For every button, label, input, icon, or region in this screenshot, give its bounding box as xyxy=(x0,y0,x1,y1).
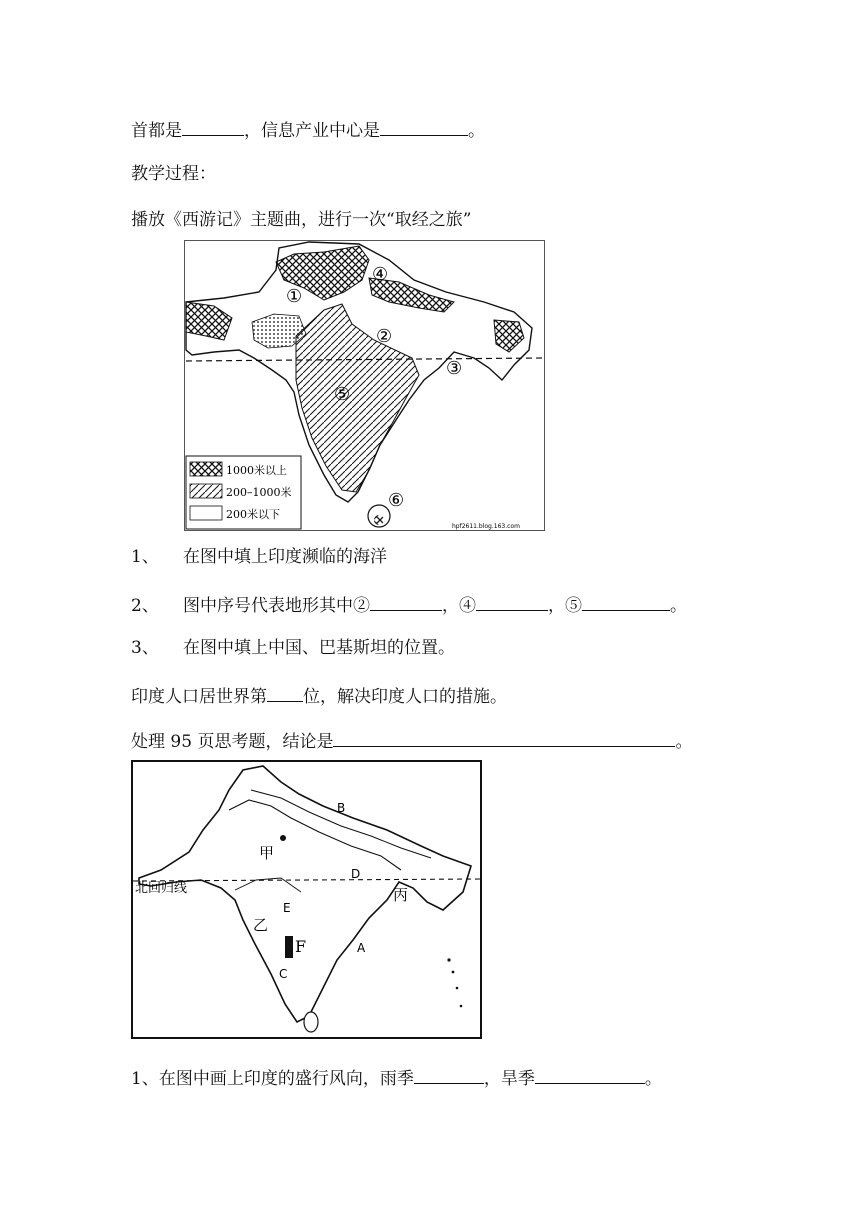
fill-line-capital xyxy=(131,117,485,142)
text: 。 xyxy=(675,732,693,752)
question-2 xyxy=(131,592,687,617)
label-c: C xyxy=(279,967,288,981)
blank-it-center[interactable] xyxy=(380,117,468,136)
marker-4: ④ xyxy=(372,264,389,285)
label-b: B xyxy=(337,801,346,815)
text: 。 xyxy=(670,596,687,616)
label-d: D xyxy=(351,867,361,881)
legend-label-mid: 200–1000米 xyxy=(226,486,292,499)
watermark: hpf2611.blog.163.com xyxy=(452,523,520,530)
blank-terrain-5[interactable] xyxy=(582,592,670,611)
text: ，旱季 xyxy=(483,1069,535,1089)
question-text: 图中序号代表地形其中② xyxy=(183,596,370,616)
label-bing: 丙 xyxy=(393,886,409,904)
question-number: 1、 xyxy=(131,547,159,567)
question-number: 3、 xyxy=(131,638,159,658)
label-f: F xyxy=(295,937,307,956)
text: 位，解决印度人口的措施。 xyxy=(303,687,507,707)
india-outline-map xyxy=(131,760,482,1039)
india-terrain-map xyxy=(184,240,545,531)
label-jia: 甲 xyxy=(259,844,275,862)
intro-line: 播放《西游记》主题曲，进行一次“取经之旅” xyxy=(131,210,472,230)
text: 。 xyxy=(644,1069,662,1089)
text: ，信息产业中心是 xyxy=(244,121,380,141)
blank-rainy-season[interactable] xyxy=(414,1065,484,1084)
blank-capital[interactable] xyxy=(182,117,244,136)
text: 处理 95 页思考题，结论是 xyxy=(131,732,334,752)
conclusion-line xyxy=(131,728,692,753)
question-3 xyxy=(131,637,455,659)
map-legend xyxy=(186,456,301,529)
marker-6: ⑥ xyxy=(388,490,405,511)
text: 。 xyxy=(468,121,485,141)
marker-1: ① xyxy=(286,286,303,307)
text: 首都是 xyxy=(131,121,182,141)
wind-question xyxy=(131,1065,662,1090)
blank-terrain-2[interactable] xyxy=(370,592,442,611)
label-yi: 乙 xyxy=(253,916,269,934)
marker-3: ③ xyxy=(446,358,463,379)
legend-label-high: 1000米以上 xyxy=(226,464,287,477)
section-heading: 教学过程： xyxy=(131,164,216,184)
text: ，⑤ xyxy=(548,596,582,616)
blank-conclusion[interactable] xyxy=(333,728,675,747)
marker-5: ⑤ xyxy=(334,384,351,405)
label-e: E xyxy=(283,901,291,915)
text: 印度人口居世界第 xyxy=(131,687,267,707)
blank-dry-season[interactable] xyxy=(535,1065,645,1084)
blank-terrain-4[interactable] xyxy=(476,592,548,611)
text: 1、在图中画上印度的盛行风向，雨季 xyxy=(131,1069,414,1089)
tropic-label: 北回归线 xyxy=(135,881,188,896)
legend-label-low: 200米以下 xyxy=(226,508,280,521)
question-text: 在图中填上中国、巴基斯坦的位置。 xyxy=(183,638,455,658)
text: ，④ xyxy=(442,596,476,616)
label-a: A xyxy=(357,941,366,955)
population-line xyxy=(131,683,507,708)
question-text: 在图中填上印度濒临的海洋 xyxy=(183,547,387,567)
blank-rank[interactable] xyxy=(267,683,303,702)
question-number: 2、 xyxy=(131,596,159,616)
question-1 xyxy=(131,546,387,568)
marker-2: ② xyxy=(376,326,393,347)
